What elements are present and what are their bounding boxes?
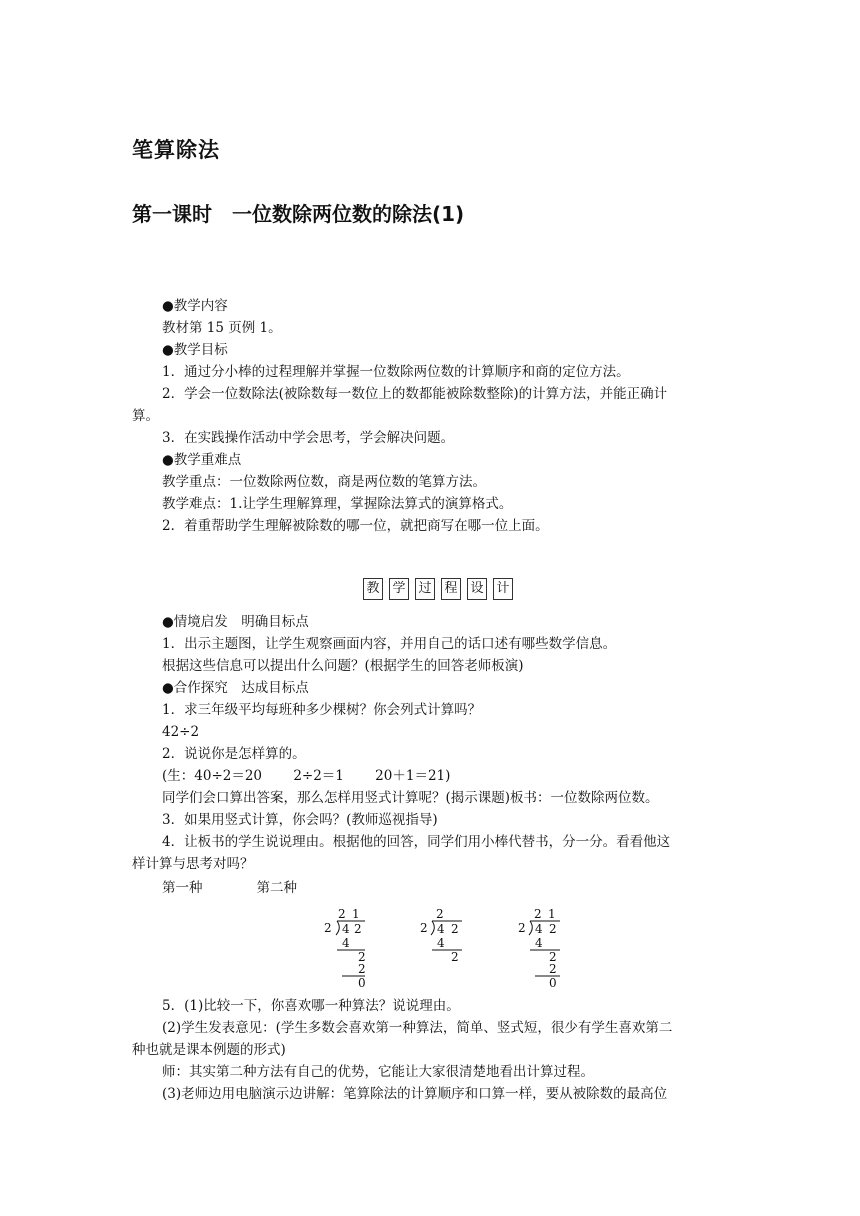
text-line: 同学们会口算出答案，那么怎样用竖式计算呢？(揭示课题)板书：一位数除两位数。 — [162, 790, 659, 806]
step-value: 4 — [535, 936, 543, 950]
long-division-1 — [324, 907, 366, 990]
banner-char: 计 — [493, 578, 513, 600]
banner-char: 设 — [467, 578, 487, 600]
text-line: 教学重点：一位数除两位数，商是两位数的笔算方法。 — [162, 474, 486, 490]
quotient-digit: 1 — [548, 907, 556, 921]
text-line: 4．让板书的学生说说理由。根据他的回答，同学们用小棒代替书，分一分。看看他这 — [162, 834, 671, 850]
dividend-digit: 4 — [437, 922, 445, 936]
long-division-2 — [420, 907, 462, 964]
long-division-3 — [518, 907, 560, 990]
step-value: 2 — [358, 950, 366, 964]
text-line: 2．着重帮助学生理解被除数的哪一位，就把商写在哪一位上面。 — [162, 518, 549, 534]
text-line: 42÷2 — [162, 724, 200, 740]
text-line: 算。 — [132, 408, 159, 424]
dividend-digit: 2 — [451, 922, 459, 936]
text-line: 种也就是课本例题的形式) — [132, 1042, 286, 1058]
division-bracket — [336, 921, 339, 935]
text-line: 1．通过分小棒的过程理解并掌握一位数除两位数的计算顺序和商的定位方法。 — [162, 364, 630, 380]
text-line: 教材第 15 页例 1。 — [162, 320, 282, 336]
text-line: 第一种 第二种 — [162, 880, 297, 896]
divisor: 2 — [420, 921, 428, 935]
dividend-digit: 4 — [535, 922, 543, 936]
section-heading: ●情境启发 明确目标点 — [162, 614, 309, 630]
division-bracket — [529, 921, 532, 935]
banner-char: 学 — [389, 578, 409, 600]
division-bracket — [431, 921, 434, 935]
step-value: 2 — [549, 950, 557, 964]
text-line: 师：其实第二种方法有自己的优势，它能让大家很清楚地看出计算过程。 — [162, 1064, 594, 1080]
divisor: 2 — [518, 921, 526, 935]
quotient-digit: 2 — [436, 907, 444, 921]
text-line: 教学难点：1.让学生理解算理，掌握除法算式的演算格式。 — [162, 496, 513, 512]
text-line: 1．出示主题图，让学生观察画面内容，并用自己的话口述有哪些数学信息。 — [162, 636, 617, 652]
quotient-digit: 1 — [352, 907, 360, 921]
text-line: 1．求三年级平均每班种多少棵树？你会列式计算吗？ — [162, 702, 482, 718]
text-line: 2．学会一位数除法(被除数每一数位上的数都能被除数整除)的计算方法，并能正确计 — [162, 386, 668, 402]
process-design-banner — [363, 578, 513, 600]
remainder: 0 — [549, 976, 557, 990]
remainder: 0 — [358, 976, 366, 990]
quotient-digit: 2 — [534, 907, 542, 921]
dividend-digit: 4 — [342, 922, 350, 936]
text-line: 样计算与思考对吗？ — [132, 856, 254, 872]
section-heading: ●教学内容 — [162, 298, 228, 314]
text-line: 根据这些信息可以提出什么问题？(根据学生的回答老师板演) — [162, 658, 524, 674]
banner-char: 教 — [363, 578, 383, 600]
step-value: 2 — [549, 962, 557, 976]
section-heading: ●教学目标 — [162, 342, 228, 358]
text-line: 2．说说你是怎样算的。 — [162, 746, 306, 762]
dividend-digit: 2 — [549, 922, 557, 936]
remainder: 2 — [451, 950, 459, 964]
step-value: 2 — [358, 962, 366, 976]
text-line: (3)老师边用电脑演示边讲解：笔算除法的计算顺序和口算一样，要从被除数的最高位 — [162, 1086, 668, 1102]
section-heading: ●合作探究 达成目标点 — [162, 680, 309, 696]
step-value: 4 — [437, 936, 445, 950]
divisor: 2 — [324, 921, 332, 935]
step-value: 4 — [342, 936, 350, 950]
text-line: 5．(1)比较一下，你喜欢哪一种算法？说说理由。 — [162, 998, 460, 1014]
page-title: 笔算除法 — [132, 138, 220, 162]
text-line: (生：40÷2＝20 2÷2＝1 20＋1＝21) — [162, 768, 451, 784]
text-line: 3．如果用竖式计算，你会吗？(教师巡视指导) — [162, 812, 438, 828]
dividend-digit: 2 — [354, 922, 362, 936]
quotient-digit: 2 — [338, 907, 346, 921]
banner-char: 程 — [441, 578, 461, 600]
text-line: 3．在实践操作活动中学会思考，学会解决问题。 — [162, 430, 455, 446]
text-line: (2)学生发表意见：(学生多数会喜欢第一种算法，简单、竖式短，很少有学生喜欢第二 — [162, 1020, 673, 1036]
lesson-subtitle: 第一课时 一位数除两位数的除法(1) — [132, 202, 465, 226]
section-heading: ●教学重难点 — [162, 452, 242, 468]
long-division-figures — [320, 904, 580, 992]
banner-char: 过 — [415, 578, 435, 600]
